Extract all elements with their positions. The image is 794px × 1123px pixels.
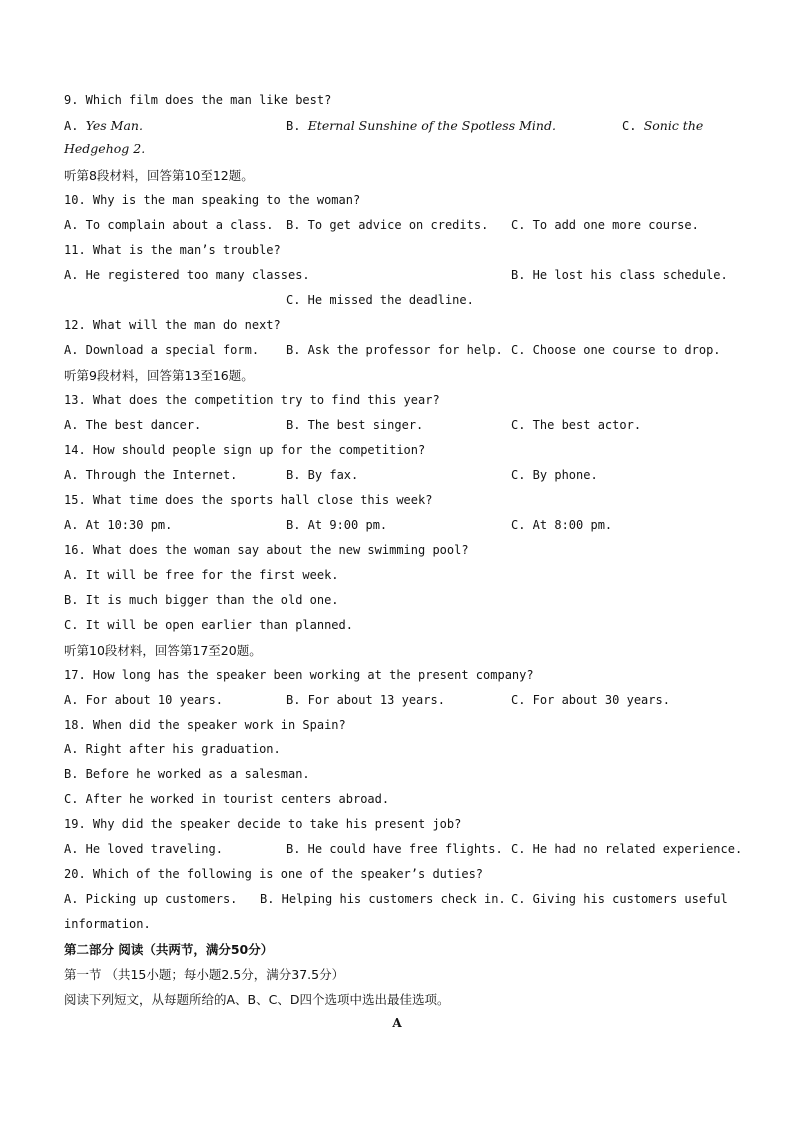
q9-option-c: C. Sonic the (622, 118, 704, 133)
q9-option-b: B. Eternal Sunshine of the Spotless Mind. (286, 118, 556, 133)
q9-option-a: A. Yes Man. (64, 118, 143, 133)
section-10-heading: 听第10段材料，回答第17至20题。 (64, 643, 262, 658)
part-2-heading: 第二部分 阅读（共两节，满分50分） (64, 942, 274, 957)
question-15-stem: 15. What time does the sports hall close this week? (64, 493, 433, 507)
question-18-stem: 18. When did the speaker work in Spain? (64, 718, 346, 732)
q9-option-c-continued: Hedgehog 2. (64, 141, 146, 156)
q13-option-a: A. The best dancer. (64, 418, 202, 432)
q18-option-c: C. After he worked in tourist centers abroad. (64, 792, 390, 806)
question-14-stem: 14. How should people sign up for the competition? (64, 443, 426, 457)
question-12-stem: 12. What will the man do next? (64, 318, 281, 332)
section-9-heading: 听第9段材料，回答第13至16题。 (64, 368, 254, 383)
q20-option-a: A. Picking up customers. (64, 892, 238, 906)
q19-option-a: A. He loved traveling. (64, 842, 223, 856)
question-10-stem: 10. Why is the man speaking to the woman? (64, 193, 361, 207)
q20-option-c: C. Giving his customers useful (511, 892, 728, 906)
q10-option-c: C. To add one more course. (511, 218, 699, 232)
q20-option-b: B. Helping his customers check in. (260, 892, 506, 906)
q17-option-c: C. For about 30 years. (511, 693, 670, 707)
question-9-stem: 9. Which film does the man like best? (64, 93, 332, 107)
question-16-stem: 16. What does the woman say about the new swimming pool? (64, 543, 469, 557)
reading-instructions: 阅读下列短文，从每题所给的A、B、C、D四个选项中选出最佳选项。 (64, 992, 450, 1007)
q17-option-a: A. For about 10 years. (64, 693, 223, 707)
q15-option-c: C. At 8:00 pm. (511, 518, 613, 532)
q18-option-b: B. Before he worked as a salesman. (64, 767, 310, 781)
q19-option-b: B. He could have free flights. (286, 842, 503, 856)
q20-option-c-continued: information. (64, 917, 151, 931)
q14-option-c: C. By phone. (511, 468, 598, 482)
q16-option-a: A. It will be free for the first week. (64, 568, 339, 582)
question-11-stem: 11. What is the man’s trouble? (64, 243, 281, 257)
q19-option-c: C. He had no related experience. (511, 842, 743, 856)
q10-option-b: B. To get advice on credits. (286, 218, 489, 232)
q17-option-b: B. For about 13 years. (286, 693, 445, 707)
q12-option-a: A. Download a special form. (64, 343, 260, 357)
q15-option-b: B. At 9:00 pm. (286, 518, 388, 532)
q11-option-c: C. He missed the deadline. (286, 293, 474, 307)
q12-option-b: B. Ask the professor for help. (286, 343, 503, 357)
q12-option-c: C. Choose one course to drop. (511, 343, 721, 357)
q14-option-a: A. Through the Internet. (64, 468, 238, 482)
question-13-stem: 13. What does the competition try to find this year? (64, 393, 440, 407)
q16-option-b: B. It is much bigger than the old one. (64, 593, 339, 607)
q15-option-a: A. At 10:30 pm. (64, 518, 173, 532)
q18-option-a: A. Right after his graduation. (64, 742, 281, 756)
section-8-heading: 听第8段材料，回答第10至12题。 (64, 168, 254, 183)
question-17-stem: 17. How long has the speaker been working at the present company? (64, 668, 534, 682)
q11-option-b: B. He lost his class schedule. (511, 268, 728, 282)
q13-option-b: B. The best singer. (286, 418, 424, 432)
passage-label: A (392, 1016, 402, 1030)
q14-option-b: B. By fax. (286, 468, 359, 482)
q11-option-a: A. He registered too many classes. (64, 268, 310, 282)
q10-option-a: A. To complain about a class. (64, 218, 274, 232)
section-1-heading: 第一节 （共15小题；每小题2.5分，满分37.5分） (64, 967, 345, 982)
question-19-stem: 19. Why did the speaker decide to take his present job? (64, 817, 462, 831)
question-20-stem: 20. Which of the following is one of the speaker’s duties? (64, 867, 484, 881)
q16-option-c: C. It will be open earlier than planned. (64, 618, 353, 632)
q13-option-c: C. The best actor. (511, 418, 642, 432)
